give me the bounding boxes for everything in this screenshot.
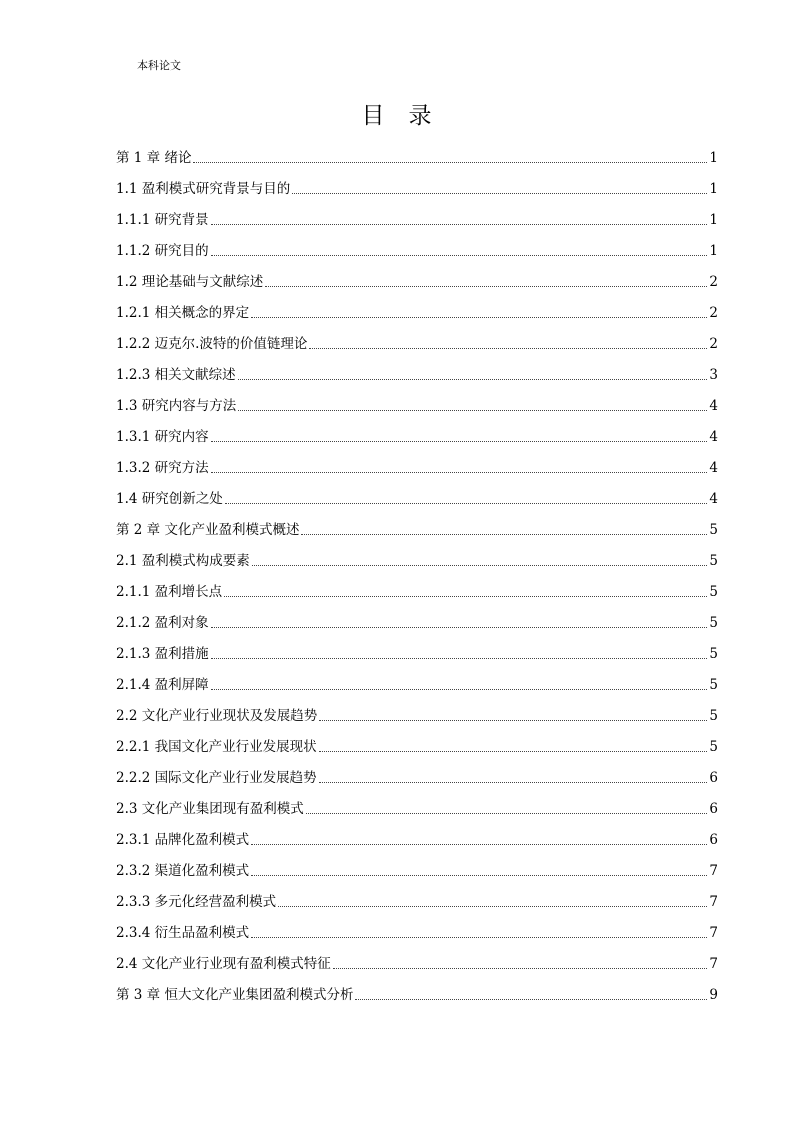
toc-entry-page-number: 6 xyxy=(709,831,718,848)
toc-entry-page-number: 7 xyxy=(709,955,718,972)
toc-entry-label: 1.4 研究创新之处 xyxy=(116,490,223,507)
dot-leader xyxy=(355,990,707,1000)
dot-leader xyxy=(211,618,708,628)
toc-entry-page-number: 1 xyxy=(709,211,718,228)
dot-leader xyxy=(238,370,708,380)
toc-entry[interactable] xyxy=(116,235,718,266)
toc-entry-label: 2.2 文化产业行业现状及发展趋势 xyxy=(116,707,318,724)
toc-entry-label: 第 2 章 文化产业盈利模式概述 xyxy=(116,521,300,538)
toc-entry[interactable] xyxy=(116,576,718,607)
toc-entry-page-number: 7 xyxy=(709,862,718,879)
toc-entry[interactable] xyxy=(116,824,718,855)
toc-entry-label: 2.1 盈利模式构成要素 xyxy=(116,552,250,569)
dot-leader xyxy=(319,742,708,752)
toc-entry[interactable] xyxy=(116,483,718,514)
toc-entry-label: 2.3.2 渠道化盈利模式 xyxy=(116,862,250,879)
toc-entry-page-number: 1 xyxy=(709,180,718,197)
toc-entry[interactable] xyxy=(116,328,718,359)
toc-entry[interactable] xyxy=(116,173,718,204)
toc-entry[interactable] xyxy=(116,607,718,638)
toc-entry-page-number: 6 xyxy=(709,800,718,817)
toc-entry-page-number: 2 xyxy=(709,273,718,290)
dot-leader xyxy=(211,680,708,690)
dot-leader xyxy=(251,928,707,938)
toc-entry-page-number: 2 xyxy=(709,304,718,321)
toc-entry-page-number: 4 xyxy=(709,428,718,445)
toc-entry[interactable] xyxy=(116,762,718,793)
toc-entry[interactable] xyxy=(116,514,718,545)
toc-entry[interactable] xyxy=(116,297,718,328)
toc-entry-label: 1.2.2 迈克尔.波特的价值链理论 xyxy=(116,335,308,352)
toc-entry[interactable] xyxy=(116,793,718,824)
toc-entry-label: 2.1.4 盈利屏障 xyxy=(116,676,209,693)
toc-entry-page-number: 3 xyxy=(709,366,718,383)
dot-leader xyxy=(224,587,707,597)
toc-entry-label: 1.1 盈利模式研究背景与目的 xyxy=(116,180,291,197)
toc-entry-label: 第 3 章 恒大文化产业集团盈利模式分析 xyxy=(116,986,354,1003)
toc-entry-label: 2.3 文化产业集团现有盈利模式 xyxy=(116,800,304,817)
dot-leader xyxy=(319,773,708,783)
dot-leader xyxy=(301,525,707,535)
dot-leader xyxy=(211,215,708,225)
toc-entry-page-number: 1 xyxy=(709,149,718,166)
toc-entry[interactable] xyxy=(116,204,718,235)
dot-leader xyxy=(225,494,708,504)
toc-entry-label: 2.1.3 盈利措施 xyxy=(116,645,209,662)
toc-entry-page-number: 5 xyxy=(709,645,718,662)
toc-entry[interactable] xyxy=(116,731,718,762)
toc-entry-page-number: 5 xyxy=(709,583,718,600)
toc-entry[interactable] xyxy=(116,855,718,886)
dot-leader xyxy=(306,804,708,814)
dot-leader xyxy=(252,556,708,566)
toc-entry-page-number: 4 xyxy=(709,459,718,476)
toc-entry-page-number: 5 xyxy=(709,614,718,631)
dot-leader xyxy=(238,401,707,411)
toc-entry-label: 2.2.1 我国文化产业行业发展现状 xyxy=(116,738,317,755)
toc-entry-label: 1.3.1 研究内容 xyxy=(116,428,209,445)
toc-entry-label: 1.1.1 研究背景 xyxy=(116,211,209,228)
toc-entry-label: 1.2.3 相关文献综述 xyxy=(116,366,236,383)
toc-entry-page-number: 1 xyxy=(709,242,718,259)
dot-leader xyxy=(319,711,707,721)
dot-leader xyxy=(211,432,708,442)
toc-entry-label: 1.2 理论基础与文献综述 xyxy=(116,273,264,290)
toc-entry[interactable] xyxy=(116,390,718,421)
toc-entry-label: 1.3 研究内容与方法 xyxy=(116,397,237,414)
toc-entry[interactable] xyxy=(116,638,718,669)
toc-entry[interactable] xyxy=(116,948,718,979)
dot-leader xyxy=(292,184,707,194)
toc-entry-label: 2.1.1 盈利增长点 xyxy=(116,583,223,600)
toc-entry-label: 2.3.3 多元化经营盈利模式 xyxy=(116,893,277,910)
toc-entry-page-number: 2 xyxy=(709,335,718,352)
toc-entry-page-number: 5 xyxy=(709,521,718,538)
table-of-contents xyxy=(116,142,718,1010)
toc-entry[interactable] xyxy=(116,886,718,917)
toc-entry-label: 第 1 章 绪论 xyxy=(116,149,192,166)
toc-entry-page-number: 7 xyxy=(709,924,718,941)
toc-entry-label: 1.3.2 研究方法 xyxy=(116,459,209,476)
toc-entry-page-number: 5 xyxy=(709,676,718,693)
dot-leader xyxy=(251,835,707,845)
toc-entry-page-number: 6 xyxy=(709,769,718,786)
dot-leader xyxy=(333,959,708,969)
toc-entry[interactable] xyxy=(116,452,718,483)
dot-leader xyxy=(265,277,707,287)
toc-entry-label: 2.1.2 盈利对象 xyxy=(116,614,209,631)
toc-entry[interactable] xyxy=(116,917,718,948)
toc-entry-page-number: 5 xyxy=(709,552,718,569)
toc-entry-page-number: 4 xyxy=(709,397,718,414)
toc-entry-label: 2.2.2 国际文化产业行业发展趋势 xyxy=(116,769,317,786)
toc-entry-label: 2.3.4 衍生品盈利模式 xyxy=(116,924,250,941)
dot-leader xyxy=(211,649,708,659)
toc-entry-page-number: 4 xyxy=(709,490,718,507)
toc-entry-page-number: 5 xyxy=(709,707,718,724)
toc-entry-page-number: 5 xyxy=(709,738,718,755)
toc-entry-page-number: 9 xyxy=(709,986,718,1003)
toc-entry[interactable] xyxy=(116,979,718,1010)
dot-leader xyxy=(251,308,707,318)
toc-entry-page-number: 7 xyxy=(709,893,718,910)
toc-entry-label: 2.4 文化产业行业现有盈利模式特征 xyxy=(116,955,331,972)
toc-entry[interactable] xyxy=(116,700,718,731)
toc-entry[interactable] xyxy=(116,359,718,390)
page-header: 本科论文 xyxy=(137,59,181,72)
toc-entry[interactable] xyxy=(116,421,718,452)
toc-entry[interactable] xyxy=(116,266,718,297)
dot-leader xyxy=(211,463,708,473)
toc-entry-label: 1.2.1 相关概念的界定 xyxy=(116,304,250,321)
dot-leader xyxy=(278,897,707,907)
toc-entry[interactable] xyxy=(116,669,718,700)
dot-leader xyxy=(193,153,707,163)
dot-leader xyxy=(251,866,707,876)
dot-leader xyxy=(211,246,708,256)
toc-entry-label: 2.3.1 品牌化盈利模式 xyxy=(116,831,250,848)
toc-entry[interactable] xyxy=(116,142,718,173)
toc-entry[interactable] xyxy=(116,545,718,576)
toc-entry-label: 1.1.2 研究目的 xyxy=(116,242,209,259)
page-title: 目录 xyxy=(361,103,456,129)
dot-leader xyxy=(309,339,707,349)
